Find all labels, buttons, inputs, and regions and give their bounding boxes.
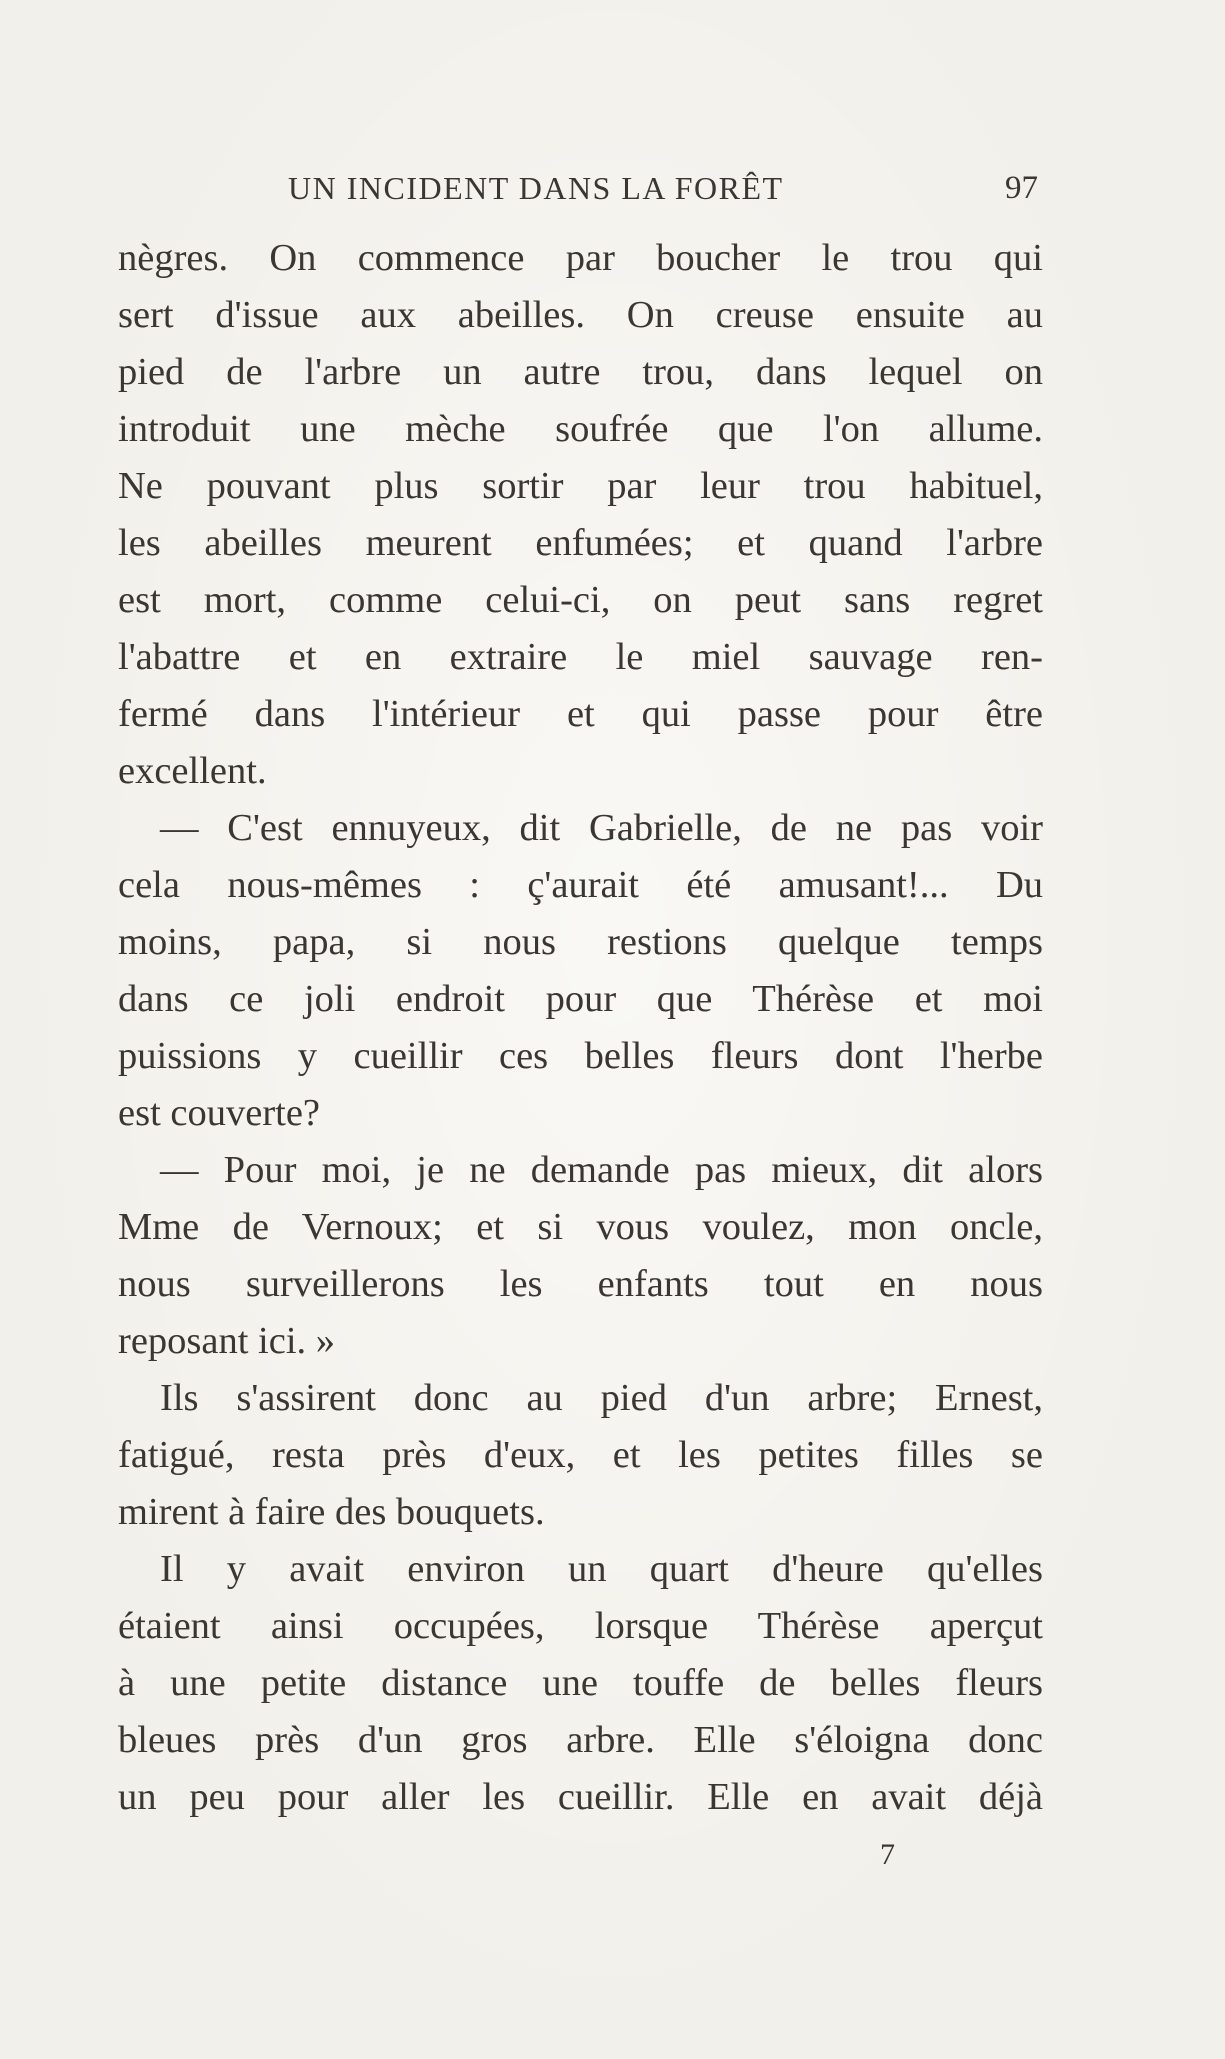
text-line: est couverte?: [118, 1092, 321, 1134]
text-line: pied de l'arbre un autre trou, dans lequel on: [118, 351, 1043, 393]
running-title: UN INCIDENT DANS LA FORÊT: [288, 170, 784, 206]
text-line: sert d'issue aux abeilles. On creuse ensuite au: [118, 294, 1043, 336]
text-line: à une petite distance une touffe de belles fleurs: [118, 1662, 1043, 1704]
text-line: Mme de Vernoux; et si vous voulez, mon oncle,: [118, 1206, 1043, 1248]
text-line: étaient ainsi occupées, lorsque Thérèse aperçut: [118, 1605, 1043, 1647]
text-line: un peu pour aller les cueillir. Elle en avait déjà: [118, 1776, 1043, 1818]
text-line: les abeilles meurent enfumées; et quand l'arbre: [118, 522, 1043, 564]
text-line: nègres. On commence par boucher le trou qui: [118, 237, 1043, 279]
text-line: puissions y cueillir ces belles fleurs dont l'herbe: [118, 1035, 1043, 1077]
text-line: est mort, comme celui-ci, on peut sans regret: [118, 579, 1043, 621]
text-line: Ne pouvant plus sortir par leur trou habituel,: [118, 465, 1043, 507]
text-line: cela nous-mêmes : ç'aurait été amusant!... Du: [118, 864, 1043, 906]
text-line: — C'est ennuyeux, dit Gabrielle, de ne pas voir: [160, 807, 1043, 849]
text-line: l'abattre et en extraire le miel sauvage ren-: [118, 636, 1043, 678]
text-line: nous surveillerons les enfants tout en nous: [118, 1263, 1043, 1305]
text-line: fermé dans l'intérieur et qui passe pour être: [118, 693, 1043, 735]
text-line: Ils s'assirent donc au pied d'un arbre; Ernest,: [160, 1377, 1043, 1419]
body-text: [118, 230, 1043, 1826]
text-line: excellent.: [118, 750, 267, 792]
text-line: Il y avait environ un quart d'heure qu'elles: [160, 1548, 1043, 1590]
text-line: reposant ici. »: [118, 1320, 336, 1362]
text-line: fatigué, resta près d'eux, et les petites filles se: [118, 1434, 1043, 1476]
running-head: [118, 170, 1038, 218]
text-line: mirent à faire des bouquets.: [118, 1491, 545, 1533]
signature-mark: 7: [880, 1838, 895, 1871]
text-line: dans ce joli endroit pour que Thérèse et moi: [118, 978, 1043, 1020]
text-line: — Pour moi, je ne demande pas mieux, dit alors: [160, 1149, 1043, 1191]
text-line: moins, papa, si nous restions quelque temps: [118, 921, 1043, 963]
page-number: 97: [1005, 170, 1038, 206]
text-line: introduit une mèche soufrée que l'on allume.: [118, 408, 1043, 450]
text-line: bleues près d'un gros arbre. Elle s'éloigna donc: [118, 1719, 1043, 1761]
